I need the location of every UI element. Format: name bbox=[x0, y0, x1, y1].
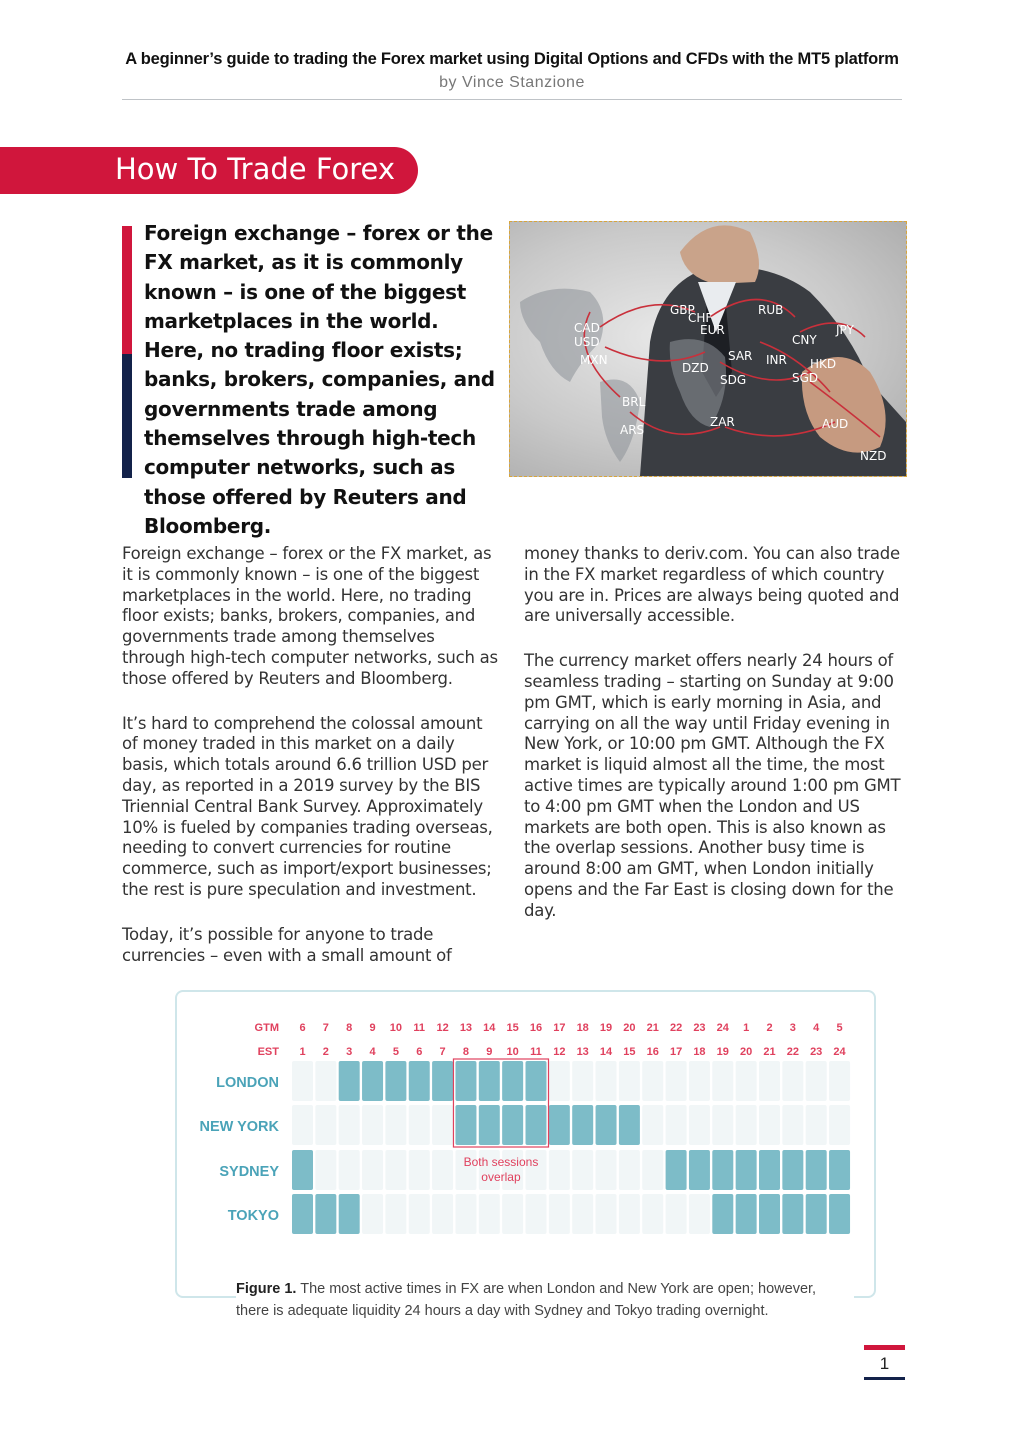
est-hour-label: 6 bbox=[416, 1046, 423, 1058]
session-active-cell bbox=[689, 1150, 710, 1190]
est-hour-label: 10 bbox=[506, 1046, 519, 1058]
est-hour-label: 24 bbox=[833, 1046, 846, 1058]
session-active-cell bbox=[409, 1061, 430, 1101]
session-inactive-cell bbox=[619, 1061, 640, 1101]
session-active-cell bbox=[526, 1105, 547, 1145]
est-hour-label: 5 bbox=[392, 1046, 399, 1058]
session-active-cell bbox=[292, 1150, 313, 1190]
session-inactive-cell bbox=[736, 1105, 757, 1145]
gmt-hour-label: 17 bbox=[553, 1022, 566, 1034]
document-author: by Vince Stanzione bbox=[439, 74, 585, 91]
currency-label: ARS bbox=[620, 423, 645, 437]
trading-sessions-chart bbox=[175, 990, 876, 1250]
session-active-cell bbox=[712, 1194, 733, 1234]
est-hour-label: 22 bbox=[786, 1046, 799, 1058]
session-inactive-cell bbox=[315, 1105, 336, 1145]
session-inactive-cell bbox=[549, 1061, 570, 1101]
currency-label: GBP bbox=[670, 303, 695, 317]
session-inactive-cell bbox=[572, 1061, 593, 1101]
quote-accent-navy bbox=[122, 354, 132, 478]
session-active-cell bbox=[806, 1194, 827, 1234]
est-hour-label: 13 bbox=[576, 1046, 589, 1058]
gmt-hour-label: 15 bbox=[506, 1022, 519, 1034]
document-title: A beginner’s guide to trading the Forex market using Digital Options and CFDs with the MT5 platform bbox=[125, 50, 899, 68]
est-hour-label: 4 bbox=[369, 1046, 376, 1058]
session-inactive-cell bbox=[432, 1105, 453, 1145]
gmt-hour-label: 19 bbox=[599, 1022, 613, 1034]
est-hour-label: 11 bbox=[530, 1046, 542, 1058]
session-inactive-cell bbox=[385, 1150, 406, 1190]
session-active-cell bbox=[666, 1150, 687, 1190]
section-title: How To Trade Forex bbox=[115, 152, 396, 186]
currency-label: AUD bbox=[822, 417, 849, 431]
currency-label: HKD bbox=[810, 357, 837, 371]
session-active-cell bbox=[385, 1061, 406, 1101]
session-inactive-cell bbox=[315, 1150, 336, 1190]
gmt-hour-label: 21 bbox=[646, 1022, 659, 1034]
gmt-hour-label: 20 bbox=[623, 1022, 636, 1034]
session-active-cell bbox=[502, 1061, 523, 1101]
session-inactive-cell bbox=[596, 1194, 617, 1234]
est-hour-label: 12 bbox=[553, 1046, 566, 1058]
session-label: SYDNEY bbox=[219, 1164, 279, 1180]
session-active-cell bbox=[502, 1105, 523, 1145]
body-paragraph: The currency market offers nearly 24 hours of seamless trading – starting on Sunday at 9:00 pm GMT, which is early morning in Asia, and carrying on all the way until Friday evening in New York, or 10:00 pm GMT. Although the FX market is liquid almost all the time, the most active times are typically around 1:00 pm GMT to 4:00 pm GMT when the London and US markets are both open. This is also known as the overlap sessions. Another busy time is around 8:00 am GMT, when London initially opens and the Far East is closing down for the day. bbox=[524, 651, 901, 920]
session-inactive-cell bbox=[759, 1061, 780, 1101]
currency-label: NZD bbox=[860, 449, 887, 463]
session-inactive-cell bbox=[642, 1061, 663, 1101]
gmt-hour-label: 13 bbox=[459, 1022, 473, 1034]
body-column-right bbox=[524, 544, 904, 946]
session-inactive-cell bbox=[432, 1194, 453, 1234]
body-paragraph: money thanks to deriv.com. You can also trade in the FX market regardless of which country you are in. Prices are always being quoted and are universally accessible. bbox=[524, 544, 900, 626]
est-hour-label: 1 bbox=[299, 1046, 306, 1058]
session-active-cell bbox=[455, 1061, 476, 1101]
intro-quote: Foreign exchange – forex or the FX market, as it is commonly known – is one of the biggest marketplaces in the world. Here, no trading floor exists; banks, brokers, companies, and governments trade among themselves through high-tech computer networks, such as those offered by Reuters and Bloomberg. bbox=[144, 221, 495, 538]
currency-label: BRL bbox=[622, 395, 646, 409]
gmt-hour-label: 6 bbox=[299, 1022, 306, 1034]
session-active-cell bbox=[572, 1105, 593, 1145]
page-number: 1 bbox=[879, 1354, 890, 1373]
session-inactive-cell bbox=[666, 1194, 687, 1234]
est-hour-label: 7 bbox=[439, 1046, 446, 1058]
session-inactive-cell bbox=[455, 1194, 476, 1234]
gmt-hour-label: 9 bbox=[369, 1022, 376, 1034]
session-inactive-cell bbox=[712, 1105, 733, 1145]
currency-label: CHF bbox=[688, 311, 713, 325]
session-inactive-cell bbox=[596, 1150, 617, 1190]
gmt-row-label: GTM bbox=[254, 1022, 279, 1034]
session-inactive-cell bbox=[596, 1061, 617, 1101]
session-inactive-cell bbox=[829, 1061, 850, 1101]
est-hour-label: 21 bbox=[763, 1046, 776, 1058]
session-active-cell bbox=[806, 1150, 827, 1190]
page-number-accent bbox=[864, 1345, 905, 1350]
currency-label: SGD bbox=[792, 371, 819, 385]
currency-label: MXN bbox=[580, 353, 608, 367]
session-active-cell bbox=[829, 1194, 850, 1234]
est-hour-label: 17 bbox=[669, 1046, 683, 1058]
session-inactive-cell bbox=[549, 1150, 570, 1190]
session-active-cell bbox=[782, 1194, 803, 1234]
gmt-hour-label: 3 bbox=[789, 1022, 796, 1034]
gmt-hour-label: 8 bbox=[346, 1022, 353, 1034]
session-inactive-cell bbox=[409, 1150, 430, 1190]
currency-label: CNY bbox=[792, 333, 817, 347]
currency-label: SAR bbox=[728, 349, 753, 363]
session-inactive-cell bbox=[385, 1105, 406, 1145]
gmt-hour-label: 18 bbox=[576, 1022, 589, 1034]
session-inactive-cell bbox=[782, 1105, 803, 1145]
session-active-cell bbox=[526, 1061, 547, 1101]
currency-label: EUR bbox=[700, 323, 725, 337]
est-hour-label: 2 bbox=[322, 1046, 329, 1058]
session-inactive-cell bbox=[759, 1105, 780, 1145]
est-hour-label: 19 bbox=[716, 1046, 729, 1058]
session-inactive-cell bbox=[689, 1061, 710, 1101]
gmt-hour-label: 11 bbox=[413, 1022, 426, 1034]
session-inactive-cell bbox=[409, 1105, 430, 1145]
est-hour-label: 16 bbox=[646, 1046, 659, 1058]
session-active-cell bbox=[619, 1105, 640, 1145]
currency-label: ZAR bbox=[710, 415, 735, 429]
session-inactive-cell bbox=[782, 1061, 803, 1101]
currency-label: USD bbox=[574, 335, 600, 349]
session-inactive-cell bbox=[712, 1061, 733, 1101]
currency-label: CAD bbox=[574, 321, 600, 335]
session-active-cell bbox=[829, 1150, 850, 1190]
session-label: NEW YORK bbox=[199, 1119, 279, 1135]
session-active-cell bbox=[736, 1194, 757, 1234]
session-active-cell bbox=[712, 1150, 733, 1190]
session-label: LONDON bbox=[216, 1075, 279, 1091]
session-inactive-cell bbox=[619, 1194, 640, 1234]
session-active-cell bbox=[479, 1061, 500, 1101]
currency-label: RUB bbox=[758, 303, 784, 317]
session-inactive-cell bbox=[502, 1194, 523, 1234]
session-inactive-cell bbox=[549, 1194, 570, 1234]
body-paragraph: Foreign exchange – forex or the FX market, as it is commonly known – is one of the biggest marketplaces in the world. Here, no trading floor exists; banks, brokers, companies, and governments trade among themselves through high-tech computer networks, such as those offered by Reuters and Bloomberg. bbox=[122, 544, 498, 688]
session-inactive-cell bbox=[339, 1105, 360, 1145]
overlap-label: Both sessions bbox=[463, 1155, 539, 1169]
session-inactive-cell bbox=[339, 1150, 360, 1190]
session-active-cell bbox=[479, 1105, 500, 1145]
currency-label: JPY bbox=[836, 323, 854, 337]
session-inactive-cell bbox=[292, 1061, 313, 1101]
est-hour-label: 8 bbox=[462, 1046, 470, 1058]
gmt-hour-label: 14 bbox=[483, 1022, 496, 1034]
session-inactive-cell bbox=[315, 1061, 336, 1101]
header-divider bbox=[122, 99, 902, 100]
figure-caption-text: The most active times in FX are when London and New York are open; however, there is adequate liquidity 24 hours a day with Sydney and Tokyo trading overnight. bbox=[236, 1281, 817, 1319]
figure-caption-label: Figure 1. bbox=[236, 1281, 297, 1297]
session-active-cell bbox=[596, 1105, 617, 1145]
session-label: TOKYO bbox=[227, 1208, 279, 1224]
session-inactive-cell bbox=[736, 1061, 757, 1101]
gmt-hour-label: 7 bbox=[322, 1022, 329, 1034]
currency-label: DZD bbox=[682, 361, 709, 375]
session-active-cell bbox=[759, 1150, 780, 1190]
session-inactive-cell bbox=[689, 1105, 710, 1145]
page-number-underline bbox=[864, 1377, 905, 1380]
session-active-cell bbox=[549, 1105, 570, 1145]
gmt-hour-label: 22 bbox=[669, 1022, 683, 1034]
forex-businessman-photo bbox=[509, 221, 907, 477]
session-inactive-cell bbox=[479, 1194, 500, 1234]
session-inactive-cell bbox=[666, 1105, 687, 1145]
body-column-left bbox=[122, 544, 502, 990]
session-inactive-cell bbox=[409, 1194, 430, 1234]
session-active-cell bbox=[339, 1194, 360, 1234]
figure-caption bbox=[236, 1278, 854, 1322]
session-inactive-cell bbox=[572, 1150, 593, 1190]
session-inactive-cell bbox=[385, 1194, 406, 1234]
session-inactive-cell bbox=[806, 1061, 827, 1101]
session-inactive-cell bbox=[526, 1194, 547, 1234]
session-inactive-cell bbox=[642, 1105, 663, 1145]
session-active-cell bbox=[432, 1061, 453, 1101]
gmt-hour-label: 16 bbox=[529, 1022, 543, 1034]
session-active-cell bbox=[339, 1061, 360, 1101]
session-active-cell bbox=[759, 1194, 780, 1234]
session-inactive-cell bbox=[432, 1150, 453, 1190]
est-hour-label: 9 bbox=[486, 1046, 493, 1058]
est-hour-label: 15 bbox=[623, 1046, 636, 1058]
session-inactive-cell bbox=[689, 1194, 710, 1234]
body-paragraph: It’s hard to comprehend the colossal amount of money traded in this market on a daily basis, which totals around 6.6 trillion USD per day, as reported in a 2019 survey by the BIS Triennial Central Bank Survey. Approximately 10% is fueled by companies trading overseas, needing to convert currencies for routine commerce, such as import/export businesses; the rest is pure speculation and investment. bbox=[122, 713, 493, 899]
session-inactive-cell bbox=[666, 1061, 687, 1101]
session-inactive-cell bbox=[642, 1194, 663, 1234]
session-inactive-cell bbox=[572, 1194, 593, 1234]
session-active-cell bbox=[455, 1105, 476, 1145]
est-row-label: EST bbox=[257, 1046, 279, 1058]
currency-label: SDG bbox=[720, 373, 747, 387]
session-active-cell bbox=[292, 1194, 313, 1234]
session-inactive-cell bbox=[619, 1150, 640, 1190]
gmt-hour-label: 12 bbox=[436, 1022, 449, 1034]
session-inactive-cell bbox=[362, 1105, 383, 1145]
session-active-cell bbox=[315, 1194, 336, 1234]
gmt-hour-label: 10 bbox=[389, 1022, 403, 1034]
session-inactive-cell bbox=[829, 1105, 850, 1145]
est-hour-label: 20 bbox=[740, 1046, 753, 1058]
session-inactive-cell bbox=[806, 1105, 827, 1145]
session-active-cell bbox=[782, 1150, 803, 1190]
session-inactive-cell bbox=[642, 1150, 663, 1190]
gmt-hour-label: 24 bbox=[716, 1022, 729, 1034]
gmt-hour-label: 23 bbox=[693, 1022, 706, 1034]
session-inactive-cell bbox=[362, 1194, 383, 1234]
gmt-hour-label: 2 bbox=[766, 1022, 773, 1034]
session-active-cell bbox=[362, 1061, 383, 1101]
gmt-hour-label: 1 bbox=[743, 1022, 750, 1034]
session-inactive-cell bbox=[362, 1150, 383, 1190]
overlap-label: overlap bbox=[481, 1170, 521, 1184]
quote-accent-red bbox=[122, 226, 132, 354]
est-hour-label: 3 bbox=[346, 1046, 353, 1058]
est-hour-label: 23 bbox=[810, 1046, 823, 1058]
est-hour-label: 18 bbox=[693, 1046, 706, 1058]
section-banner bbox=[0, 147, 418, 194]
gmt-hour-label: 5 bbox=[836, 1022, 843, 1034]
session-inactive-cell bbox=[292, 1105, 313, 1145]
currency-label: INR bbox=[766, 353, 787, 367]
body-paragraph: Today, it’s possible for anyone to trade currencies – even with a small amount of bbox=[122, 924, 452, 965]
est-hour-label: 14 bbox=[599, 1046, 613, 1058]
session-active-cell bbox=[736, 1150, 757, 1190]
gmt-hour-label: 4 bbox=[813, 1022, 820, 1034]
